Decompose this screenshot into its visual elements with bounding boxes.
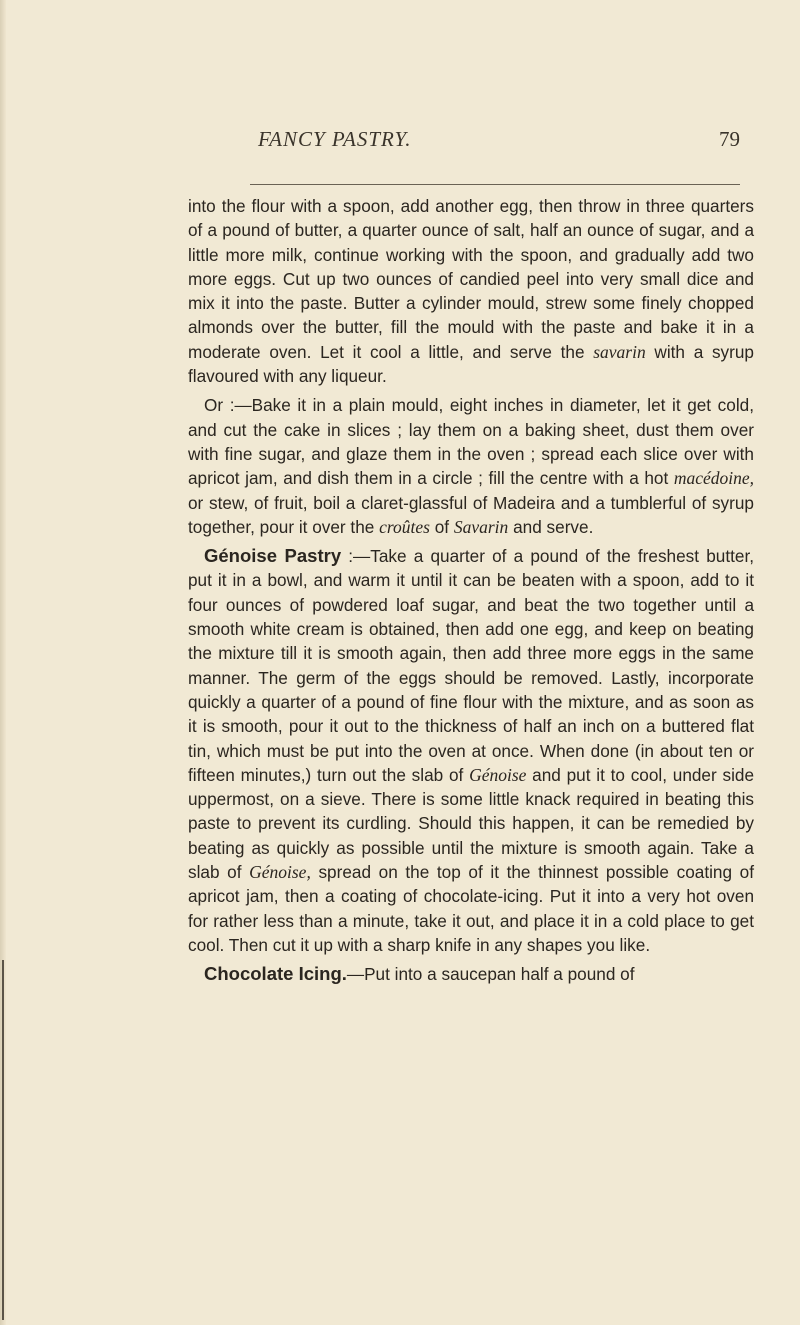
paragraph: [188, 544, 754, 957]
italic-term: croûtes: [379, 516, 430, 537]
italic-term: Génoise,: [249, 862, 311, 883]
text-run: into the flour with a spoon, add another egg, then throw in three quarters of a pound of butter, a quarter ounce of salt, half an ounce of sugar, and a little more milk, continue working with the spoon, and gradually add two more eggs. Cut up two ounces of candied peel into very small dice and mix it into the paste. Butter a cylinder mould, strew some finely chopped almonds over the butter, fill the mould with the paste and bake it in a moderate oven. Let it cool a little, and serve the: [188, 196, 754, 362]
text-run: —Put into a saucepan half a pound of: [346, 964, 635, 985]
paragraph: [188, 962, 754, 986]
text-run: of: [429, 516, 454, 537]
running-title: FANCY PASTRY.: [258, 127, 412, 151]
text-run: spread on the top of it the thinnest possible coating of apricot jam, then a coating of chocolate-icing. Put it into a very hot oven for rather less than a minute, take it out, and place it in a cold place to get cool. Then cut it up with a sharp knife in any shapes you like.: [188, 862, 754, 955]
text-run: with a syrup flavoured with any liqueur.: [188, 341, 754, 387]
recipe-heading: Génoise Pastry: [204, 545, 342, 567]
paragraph: [188, 194, 754, 388]
text-run: :—Take a quarter of a pound of the freshest butter, put it in a bowl, and warm it until it can be beaten with a spoon, add to it four ounces of powdered loaf sugar, and beat the two together until a smooth white cream is obtained, then add one egg, and keep on beating the mixture till it is smooth again, then add three more eggs in the same manner. The germ of the eggs should be removed. Lastly, incorporate quickly a quarter of a pound of fine flour with the mixture, and as soon as it is smooth, pour it out to the thickness of half an inch on a buttered flat tin, which must be put into the oven at once. When done (in about ten or fifteen minutes,) turn out the slab of: [188, 546, 754, 785]
italic-term: Savarin: [453, 516, 509, 537]
recipe-heading: Chocolate Icing.: [204, 963, 347, 985]
page-number: 79: [719, 127, 740, 151]
text-run: and serve.: [508, 516, 594, 537]
italic-term: savarin: [593, 341, 646, 362]
page-header: [200, 127, 740, 187]
text-run: Or :—Bake it in a plain mould, eight inches in diameter, let it get cold, and cut the cake in slices ; lay them on a baking sheet, dust them over with fine sugar, and glaze them in the oven ; spread each slice over with apricot jam, and dish them in a circle ; fill the centre with a hot: [188, 395, 754, 489]
italic-term: Génoise: [469, 764, 527, 785]
text-run: or stew, of fruit, boil a claret-glassful of Madeira and a tumblerful of syrup together, pour it over the: [188, 492, 754, 537]
body-text: [188, 194, 754, 987]
paragraph: [188, 393, 754, 539]
binding-line: [2, 960, 4, 1320]
header-rule: [250, 184, 740, 185]
text-run: and put it to cool, under side uppermost, on a sieve. There is some little knack required in beating this paste to prevent its curdling. Should this happen, it can be remedied by beating as quickly as possible until the mixture is smooth again. Take a slab of: [188, 764, 754, 883]
italic-term: macédoine,: [673, 468, 754, 489]
